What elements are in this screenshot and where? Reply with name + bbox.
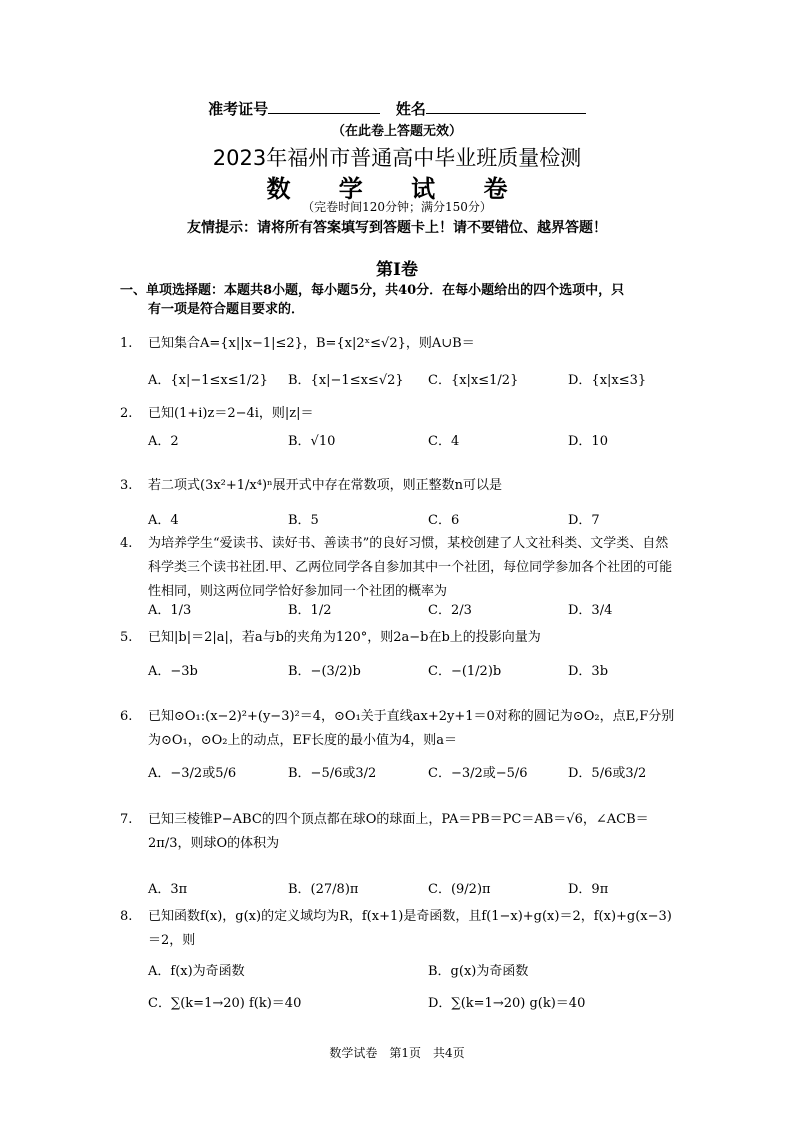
- exam-id-label: 准考证号: [208, 100, 269, 118]
- option-b: B．1/2: [288, 603, 332, 618]
- option-d: D．10: [568, 434, 608, 449]
- question-number: 4.: [120, 536, 133, 551]
- option-c: C．{x|x≤1/2}: [428, 373, 519, 388]
- option-a: A．3π: [148, 882, 188, 897]
- subject-title: 数 学 试 卷: [266, 174, 528, 203]
- name-label: 姓名: [395, 100, 426, 118]
- question-text: 为培养学生“爱读书、读好书、善读书”的良好习惯，某校创建了人文社科类、文学类、自然科学类三个读书社团.甲、乙两位同学各自参加其中一个社团，每位同学参加各个社团的可能性相同，则这两位同学恰好参加同一个社团的概率为: [148, 536, 673, 599]
- option-a: A．−3b: [148, 664, 198, 679]
- option-d: D．∑(k=1→20) g(k)＝40: [428, 996, 586, 1011]
- question-number: 1.: [120, 336, 133, 351]
- exam-title: 2023年福州市普通高中毕业班质量检测: [212, 146, 582, 170]
- option-c: C．6: [428, 513, 460, 528]
- option-c: C．4: [428, 434, 460, 449]
- time-info: （完卷时间120分钟；满分150分）: [302, 200, 492, 214]
- option-c: C．∑(k=1→20) f(k)＝40: [148, 996, 302, 1011]
- question-text: 已知(1+i)z＝2−4i，则|z|＝: [148, 406, 314, 421]
- question-number: 6.: [120, 709, 133, 724]
- option-a: A．{x|−1≤x≤1/2}: [148, 373, 268, 388]
- option-d: D．3/4: [568, 603, 613, 618]
- option-c: C．−3/2或−5/6: [428, 766, 528, 781]
- friendly-tip: 友情提示：请将所有答案填写到答题卡上！请不要错位、越界答题！: [187, 220, 607, 236]
- option-c: C．−(1/2)b: [428, 664, 502, 679]
- option-b: B．−(3/2)b: [288, 664, 361, 679]
- option-b: B．5: [288, 513, 319, 528]
- question-number: 2.: [120, 406, 133, 421]
- option-c: C．2/3: [428, 603, 472, 618]
- option-d: D．{x|x≤3}: [568, 373, 647, 388]
- invalid-note: （在此卷上答题无效）: [331, 124, 462, 139]
- option-a: A．1/3: [148, 603, 192, 618]
- name-blank: [426, 98, 586, 114]
- question-text: 若二项式(3x²+1/x⁴)ⁿ展开式中存在常数项，则正整数n可以是: [148, 478, 503, 493]
- volume-title: 第I卷: [376, 260, 418, 280]
- option-a: A．4: [148, 513, 179, 528]
- question-number: 5.: [120, 630, 133, 645]
- question-text: 已知集合A={x||x−1|≤2}，B={x|2ˣ≤√2}，则A∪B＝: [148, 336, 475, 351]
- question-number: 3.: [120, 478, 133, 493]
- option-a: A．f(x)为奇函数: [148, 964, 245, 979]
- question-text: 已知三棱锥P−ABC的四个顶点都在球O的球面上，PA＝PB＝PC＝AB＝√6，∠ACB＝2π/3，则球O的体积为: [148, 812, 649, 851]
- option-b: B．(27/8)π: [288, 882, 359, 897]
- option-b: B．−5/6或3/2: [288, 766, 377, 781]
- option-c: C．(9/2)π: [428, 882, 491, 897]
- option-a: A．−3/2或5/6: [148, 766, 237, 781]
- candidate-info-line: [0, 98, 794, 119]
- question-text: 已知|b|＝2|a|，若a与b的夹角为120°，则2a−b在b上的投影向量为: [148, 630, 541, 645]
- option-b: B．√10: [288, 434, 336, 449]
- question-text: 已知函数f(x)，g(x)的定义域均为R，f(x+1)是奇函数，且f(1−x)+g(x)＝2，f(x)+g(x−3)＝2，则: [148, 909, 672, 948]
- question-number: 7.: [120, 812, 133, 827]
- page-footer: 数学试卷 第1页 共4页: [329, 1046, 465, 1060]
- section-heading-line2: 有一项是符合题目要求的．: [148, 302, 305, 317]
- option-a: A．2: [148, 434, 179, 449]
- question-text: 已知⊙O₁:(x−2)²+(y−3)²＝4，⊙O₁关于直线ax+2y+1＝0对称的圆记为⊙O₂，点E,F分别为⊙O₁，⊙O₂上的动点，EF长度的最小值为4，则a＝: [148, 709, 675, 748]
- option-b: B．{x|−1≤x≤√2}: [288, 373, 404, 388]
- option-d: D．7: [568, 513, 600, 528]
- exam-id-blank: [268, 98, 380, 114]
- option-d: D．3b: [568, 664, 609, 679]
- question-number: 8.: [120, 909, 133, 924]
- option-d: D．5/6或3/2: [568, 766, 647, 781]
- option-b: B．g(x)为奇函数: [428, 964, 529, 979]
- option-d: D．9π: [568, 882, 609, 897]
- section-heading-line1: 一、单项选择题：本题共8小题，每小题5分，共40分．在每小题给出的四个选项中，只: [120, 283, 625, 298]
